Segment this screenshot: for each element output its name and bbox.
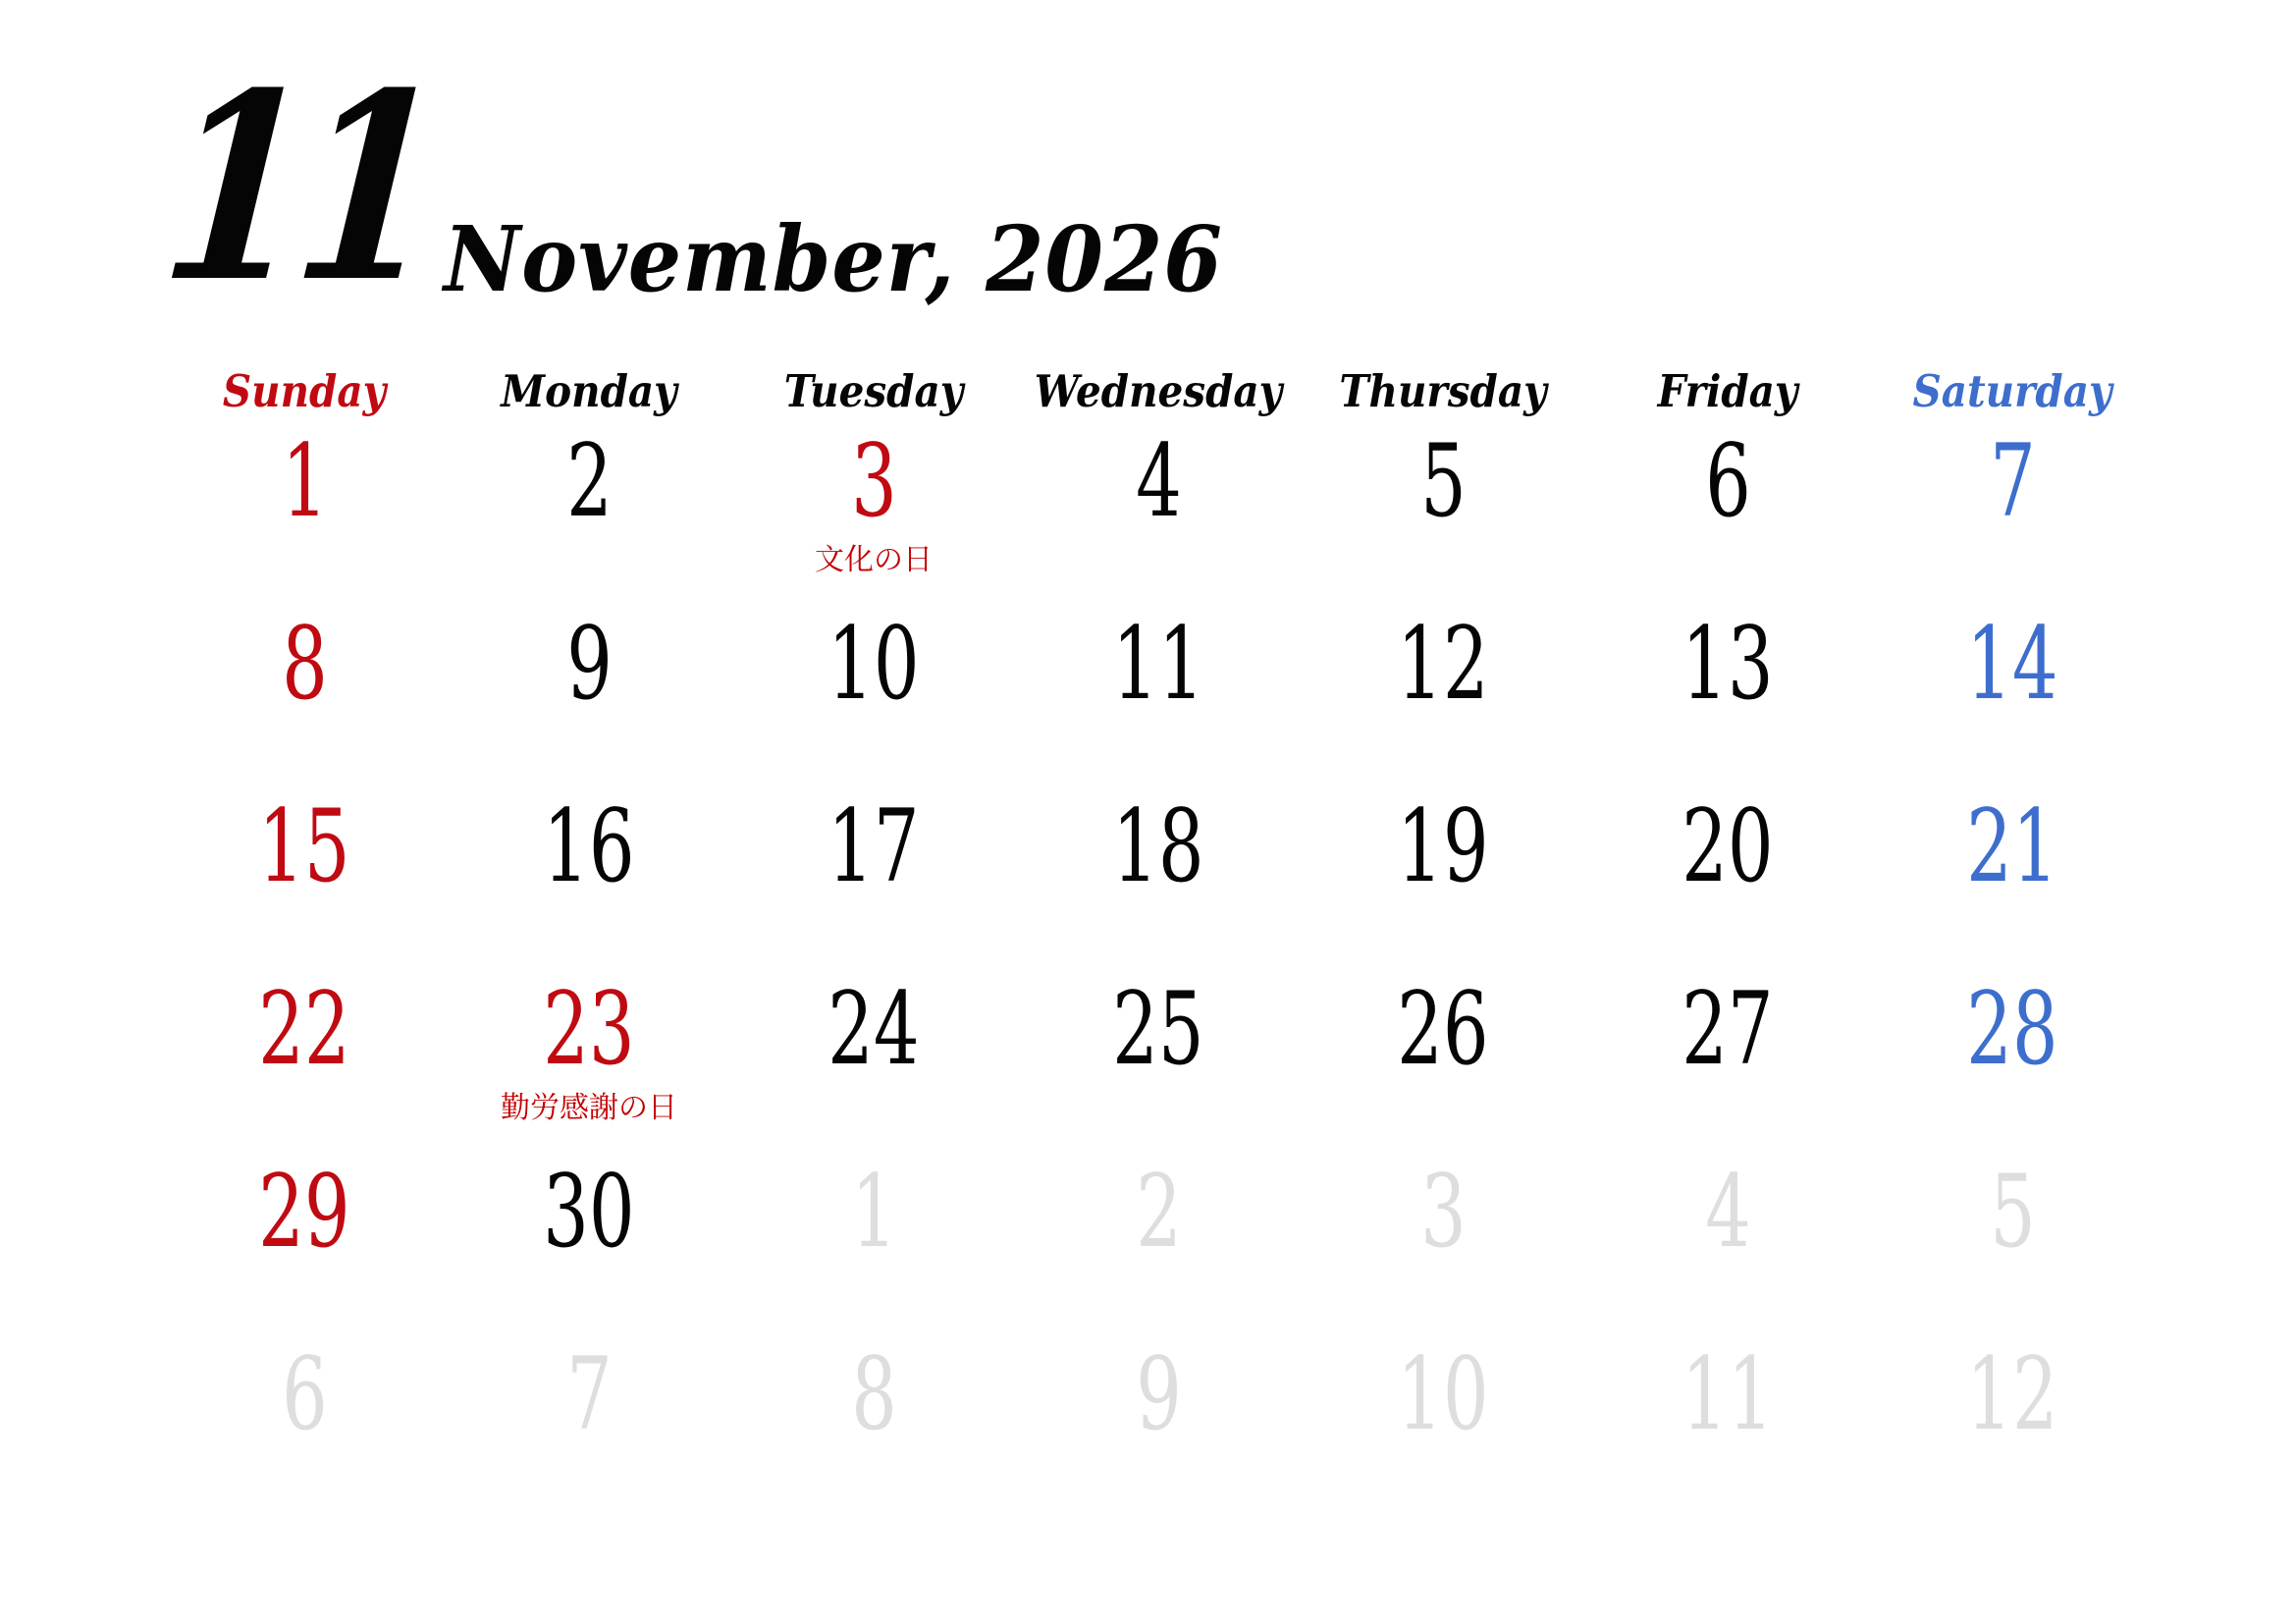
calendar-grid — [162, 422, 2155, 1518]
weekday-label-monday: Monday — [501, 365, 677, 417]
date-number: 29 — [258, 1154, 350, 1271]
date-number: 8 — [850, 1336, 897, 1453]
calendar-cell — [1870, 970, 2155, 1153]
weekday-label-saturday: Saturday — [1912, 365, 2112, 417]
date-number: 23 — [543, 971, 635, 1088]
date-number: 25 — [1112, 971, 1204, 1088]
date-number: 10 — [828, 606, 920, 723]
calendar-cell — [1016, 787, 1301, 970]
calendar-cell — [162, 787, 447, 970]
calendar-cell — [1301, 1335, 1585, 1518]
calendar-cell — [731, 605, 1016, 787]
date-number: 3 — [850, 423, 897, 540]
date-number: 4 — [1704, 1154, 1751, 1271]
calendar-cell — [162, 1335, 447, 1518]
date-number: 2 — [565, 423, 613, 540]
date-number: 26 — [1397, 971, 1489, 1088]
holiday-label: 勤労感謝の日 — [501, 1091, 677, 1125]
date-number: 5 — [1989, 1154, 2036, 1271]
calendar-cell — [1585, 787, 1870, 970]
date-number: 10 — [1397, 1336, 1489, 1453]
weekday-label-thursday: Thursday — [1339, 365, 1547, 417]
date-number: 30 — [543, 1154, 635, 1271]
holiday-label: 文化の日 — [815, 543, 933, 577]
date-number: 11 — [1112, 606, 1204, 723]
calendar-cell — [1301, 787, 1585, 970]
date-number: 1 — [850, 1154, 897, 1271]
date-number: 16 — [543, 788, 635, 905]
calendar-cell — [447, 422, 731, 605]
calendar-cell — [1016, 1153, 1301, 1335]
calendar-cell — [1870, 605, 2155, 787]
calendar-cell — [1301, 422, 1585, 605]
calendar-cell — [731, 422, 1016, 605]
date-number: 17 — [828, 788, 920, 905]
calendar-cell — [1585, 1335, 1870, 1518]
date-number: 21 — [1966, 788, 2058, 905]
calendar-cell — [447, 1335, 731, 1518]
calendar-cell — [1301, 1153, 1585, 1335]
date-number: 7 — [1989, 423, 2036, 540]
calendar-cell — [447, 787, 731, 970]
calendar-cell — [162, 1153, 447, 1335]
date-number: 8 — [281, 606, 328, 723]
weekday-header-row — [162, 361, 2155, 422]
calendar-cell — [447, 1153, 731, 1335]
calendar-cell — [1870, 422, 2155, 605]
calendar-cell — [1585, 422, 1870, 605]
calendar-cell — [162, 970, 447, 1153]
calendar-cell — [1585, 1153, 1870, 1335]
calendar-cell — [1016, 605, 1301, 787]
date-number: 6 — [1704, 423, 1751, 540]
date-number: 6 — [281, 1336, 328, 1453]
calendar-cell — [1585, 970, 1870, 1153]
calendar-cell — [731, 787, 1016, 970]
calendar-cell — [447, 605, 731, 787]
date-number: 12 — [1397, 606, 1489, 723]
calendar-cell — [1870, 1153, 2155, 1335]
month-title: November, 2026 — [444, 206, 1223, 312]
date-number: 27 — [1682, 971, 1774, 1088]
calendar-cell — [447, 970, 731, 1153]
date-number: 11 — [1682, 1336, 1774, 1453]
date-number: 1 — [281, 423, 328, 540]
calendar-cell — [1016, 970, 1301, 1153]
calendar-cell — [1301, 970, 1585, 1153]
calendar-cell — [1585, 605, 1870, 787]
date-number: 9 — [1135, 1336, 1182, 1453]
calendar-cell — [1301, 605, 1585, 787]
weekday-label-wednesday: Wednesday — [1034, 365, 1283, 417]
calendar-cell — [731, 1335, 1016, 1518]
date-number: 14 — [1966, 606, 2058, 723]
calendar-cell — [162, 422, 447, 605]
month-number: 11 — [153, 36, 444, 339]
calendar-cell — [731, 970, 1016, 1153]
date-number: 7 — [565, 1336, 613, 1453]
date-number: 24 — [828, 971, 920, 1088]
date-number: 2 — [1135, 1154, 1182, 1271]
date-number: 13 — [1682, 606, 1774, 723]
calendar-cell — [162, 605, 447, 787]
date-number: 5 — [1419, 423, 1467, 540]
calendar-cell — [1016, 1335, 1301, 1518]
date-number: 12 — [1966, 1336, 2058, 1453]
weekday-label-friday: Friday — [1657, 365, 1798, 417]
date-number: 4 — [1135, 423, 1182, 540]
weekday-label-tuesday: Tuesday — [783, 365, 964, 417]
date-number: 9 — [565, 606, 613, 723]
weekday-label-sunday: Sunday — [222, 365, 387, 417]
date-number: 28 — [1966, 971, 2058, 1088]
calendar-cell — [1870, 1335, 2155, 1518]
calendar-cell — [1870, 787, 2155, 970]
date-number: 18 — [1112, 788, 1204, 905]
date-number: 15 — [258, 788, 350, 905]
calendar-cell — [1016, 422, 1301, 605]
date-number: 19 — [1397, 788, 1489, 905]
calendar-cell — [731, 1153, 1016, 1335]
date-number: 22 — [258, 971, 350, 1088]
date-number: 20 — [1682, 788, 1774, 905]
date-number: 3 — [1419, 1154, 1467, 1271]
